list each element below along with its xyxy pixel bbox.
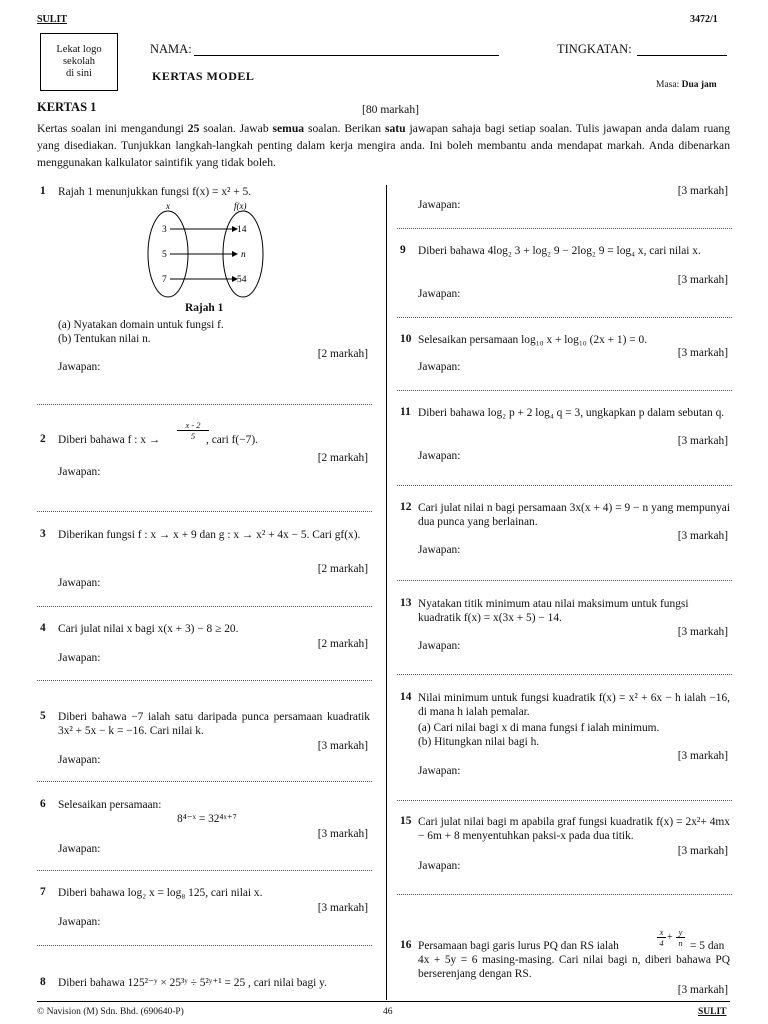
q2-fraction (177, 420, 209, 441)
fraction-denominator: n (678, 938, 683, 948)
fraction-numerator: x - 2 (177, 420, 209, 431)
tingkatan-input-line[interactable] (637, 55, 727, 56)
q14-part-b: (b) Hitungkan nilai bagi h. (418, 736, 540, 748)
answer-separator (37, 945, 372, 946)
q14-jawapan-label: Jawapan: (418, 765, 461, 777)
nama-label: NAMA: (150, 42, 192, 56)
q15-number: 15 (400, 815, 412, 827)
q2-number: 2 (40, 433, 46, 445)
q2-marks: [2 markah] (317, 452, 368, 464)
masa-value: Dua jam (681, 80, 717, 90)
footer-rule (37, 1001, 730, 1002)
answer-separator (397, 317, 732, 318)
fraction-denominator: 5 (190, 431, 196, 441)
tingkatan-label: TINGKATAN: (557, 42, 632, 56)
instructions-emph: semua (272, 122, 305, 135)
q12-jawapan-label: Jawapan: (418, 544, 461, 556)
instructions-count: 25 (187, 122, 200, 135)
q16-text-a: Persamaan bagi garis lurus PQ dan RS ialah (418, 940, 619, 952)
q5-text: Diberi bahawa −7 ialah satu daripada punca persamaan kuadratik 3x² + 5x − k = −16. Cari nilai k. (58, 711, 370, 737)
q14-text: Nilai minimum untuk fungsi kuadratik f(x) = x² + 6x − h ialah −16, di mana h ialah pemalar. (418, 692, 730, 718)
logo-text-line: sekolah (62, 56, 96, 67)
masa-label: Masa: (656, 80, 680, 90)
q6-jawapan-label: Jawapan: (58, 843, 101, 855)
answer-separator (37, 606, 372, 607)
fraction-numerator: y (676, 927, 685, 938)
q1-text: Rajah 1 menunjukkan fungsi f(x) = x² + 5. (58, 186, 252, 198)
q16-number: 16 (400, 939, 412, 951)
kertas-model-label: KERTAS MODEL (152, 69, 255, 83)
q8-text: Diberi bahawa 125²⁻ʸ × 25³ʸ ÷ 5²ʸ⁺¹ = 25 , cari nilai bagi y. (58, 977, 327, 989)
answer-separator (37, 404, 372, 405)
q7-number: 7 (40, 886, 46, 898)
q7-jawapan-label: Jawapan: (58, 916, 101, 928)
q10-text: Selesaikan persamaan log₁₀ x + log₁₀ (2x + 1) = 0. (418, 334, 648, 346)
answer-separator (397, 390, 732, 391)
logo-text-line: di sini (66, 68, 92, 79)
codomain-value: n (241, 250, 246, 260)
q14-part-a: (a) Cari nilai bagi x di mana fungsi f ialah minimum. (418, 722, 660, 734)
q9-text: Diberi bahawa 4log₂ 3 + log₂ 9 − 2log₂ 9 = log₄ x, cari nilai x. (418, 245, 701, 257)
q16-marks: [3 markah] (677, 984, 728, 996)
q11-text: Diberi bahawa log₂ p + 2 log₄ q = 3, ungkapkan p dalam sebutan q. (418, 407, 725, 419)
answer-separator (397, 580, 732, 581)
codomain-value: 14 (237, 225, 247, 235)
answer-separator (397, 485, 732, 486)
sulit-header: SULIT (37, 14, 68, 25)
q4-number: 4 (40, 622, 46, 634)
footer-publisher: © Navision (M) Sdn. Bhd. (690640-P) (37, 1007, 184, 1017)
q16-fraction-x (657, 927, 666, 948)
fraction-denominator: 4 (659, 938, 664, 948)
q15-marks: [3 markah] (677, 845, 728, 857)
q3-jawapan-label: Jawapan: (58, 577, 101, 589)
logo-placeholder (40, 33, 118, 91)
answer-separator (37, 511, 372, 512)
answer-separator (397, 674, 732, 675)
instructions (37, 120, 730, 171)
q5-number: 5 (40, 710, 46, 722)
q8-jawapan-label: Jawapan: (418, 199, 461, 211)
answer-separator (37, 680, 372, 681)
q2-text-b: , cari f(−7). (206, 434, 258, 446)
answer-separator (37, 781, 372, 782)
q4-jawapan-label: Jawapan: (58, 652, 101, 664)
q12-number: 12 (400, 501, 412, 513)
q9-marks: [3 markah] (677, 274, 728, 286)
q11-marks: [3 markah] (677, 435, 728, 447)
domain-value: 5 (162, 250, 167, 260)
footer-sulit: SULIT (698, 1007, 727, 1017)
q1-number: 1 (40, 185, 46, 197)
q12-text: Cari julat nilai n bagi persamaan 3x(x + 4) = 9 − n yang mempunyai dua punca yang berlainan. (418, 502, 730, 528)
diagram-fx-label: f(x) (234, 201, 247, 211)
q3-text: Diberikan fungsi f : x → x + 9 dan g : x → x² + 4x − 5. Cari gf(x). (58, 529, 361, 541)
q8-marks-continued: [3 markah] (677, 185, 728, 197)
q9-number: 9 (400, 244, 406, 256)
instructions-text: soalan. Berikan (304, 122, 385, 135)
q11-number: 11 (400, 406, 411, 418)
plus-sign: + (667, 932, 673, 943)
codomain-value: 54 (237, 275, 247, 285)
q16-text-c: 4x + 5y = 6 masing-masing. Cari nilai bagi n, diberi bahawa PQ berserenjang dengan RS. (418, 954, 730, 980)
domain-value: 7 (162, 275, 167, 285)
q10-marks: [3 markah] (677, 347, 728, 359)
instructions-text: Kertas soalan ini mengandungi (37, 122, 188, 135)
q6-number: 6 (40, 798, 46, 810)
total-marks: [80 markah] (362, 103, 419, 116)
q5-jawapan-label: Jawapan: (58, 754, 101, 766)
column-divider (386, 185, 387, 1000)
q15-jawapan-label: Jawapan: (418, 860, 461, 872)
q8-number: 8 (40, 976, 46, 988)
q13-marks: [3 markah] (677, 626, 728, 638)
q7-marks: [3 markah] (317, 902, 368, 914)
q6-text: Selesaikan persamaan: (58, 799, 162, 811)
q10-jawapan-label: Jawapan: (418, 361, 461, 373)
q1-marks: [2 markah] (317, 348, 368, 360)
q5-marks: [3 markah] (317, 740, 368, 752)
paper-code: 3472/1 (690, 14, 718, 25)
answer-separator (37, 870, 372, 871)
diagram-x-label: x (166, 201, 170, 211)
q3-marks: [2 markah] (317, 563, 368, 575)
q1-part-b: (b) Tentukan nilai n. (58, 333, 151, 345)
q1-jawapan-label: Jawapan: (58, 361, 101, 373)
logo-text-line: Lekat logo (56, 44, 102, 55)
q13-number: 13 (400, 597, 412, 609)
q13-jawapan-label: Jawapan: (418, 640, 461, 652)
q16-fraction-y (676, 927, 685, 948)
answer-separator (397, 228, 732, 229)
q12-marks: [3 markah] (677, 530, 728, 542)
page-number: 46 (383, 1007, 393, 1017)
q11-jawapan-label: Jawapan: (418, 450, 461, 462)
q6-equation: 8⁴⁻ˣ = 32⁴ˣ⁺⁷ (177, 813, 237, 825)
q1-part-a: (a) Nyatakan domain untuk fungsi f. (58, 319, 224, 331)
masa (656, 80, 717, 90)
arrow-head (232, 251, 238, 257)
paper-title: KERTAS 1 (37, 100, 97, 114)
q10-number: 10 (400, 333, 412, 345)
q1-diagram-caption: Rajah 1 (185, 302, 224, 314)
q7-text: Diberi bahawa log₂ x = log₈ 125, cari nilai x. (58, 887, 263, 899)
q2-jawapan-label: Jawapan: (58, 466, 101, 478)
instructions-text: soalan. Jawab (199, 122, 273, 135)
instructions-emph: satu (384, 122, 406, 135)
answer-separator (397, 800, 732, 801)
fraction-numerator: x (657, 927, 666, 938)
q13-text: Nyatakan titik minimum atau nilai maksimum untuk fungsi kuadratik f(x) = x(3x + 5) − 14. (418, 598, 689, 624)
q4-text: Cari julat nilai x bagi x(x + 3) − 8 ≥ 20. (58, 623, 239, 635)
domain-value: 3 (162, 225, 167, 235)
q4-marks: [2 markah] (317, 638, 368, 650)
q16-text-b: = 5 dan (690, 940, 725, 952)
q1-arrow-diagram (140, 198, 290, 300)
answer-separator (397, 894, 732, 895)
q14-marks: [3 markah] (677, 750, 728, 762)
q2-text-a: Diberi bahawa f : x → (58, 434, 161, 446)
nama-input-line[interactable] (194, 55, 499, 56)
q15-text: Cari julat nilai bagi m apabila graf fungsi kuadratik f(x) = 2x²+ 4mx − 6m + 8 menyentuhkan paksi-x pada dua titik. (418, 816, 730, 842)
instructions-text: jawapan sahaja bagi setiap soalan. Tulis jawapan anda dalam ruang yang disediakan. Tunjukkan langkah-langkah penting dalam kerja mengira anda. Ini boleh membantu anda mendapat markah. Anda dibenarkan menggunakan kalkulator saintifik yang tidak boleh. (37, 122, 730, 169)
q9-jawapan-label: Jawapan: (418, 288, 461, 300)
q14-number: 14 (400, 691, 412, 703)
q3-number: 3 (40, 528, 46, 540)
q6-marks: [3 markah] (317, 828, 368, 840)
